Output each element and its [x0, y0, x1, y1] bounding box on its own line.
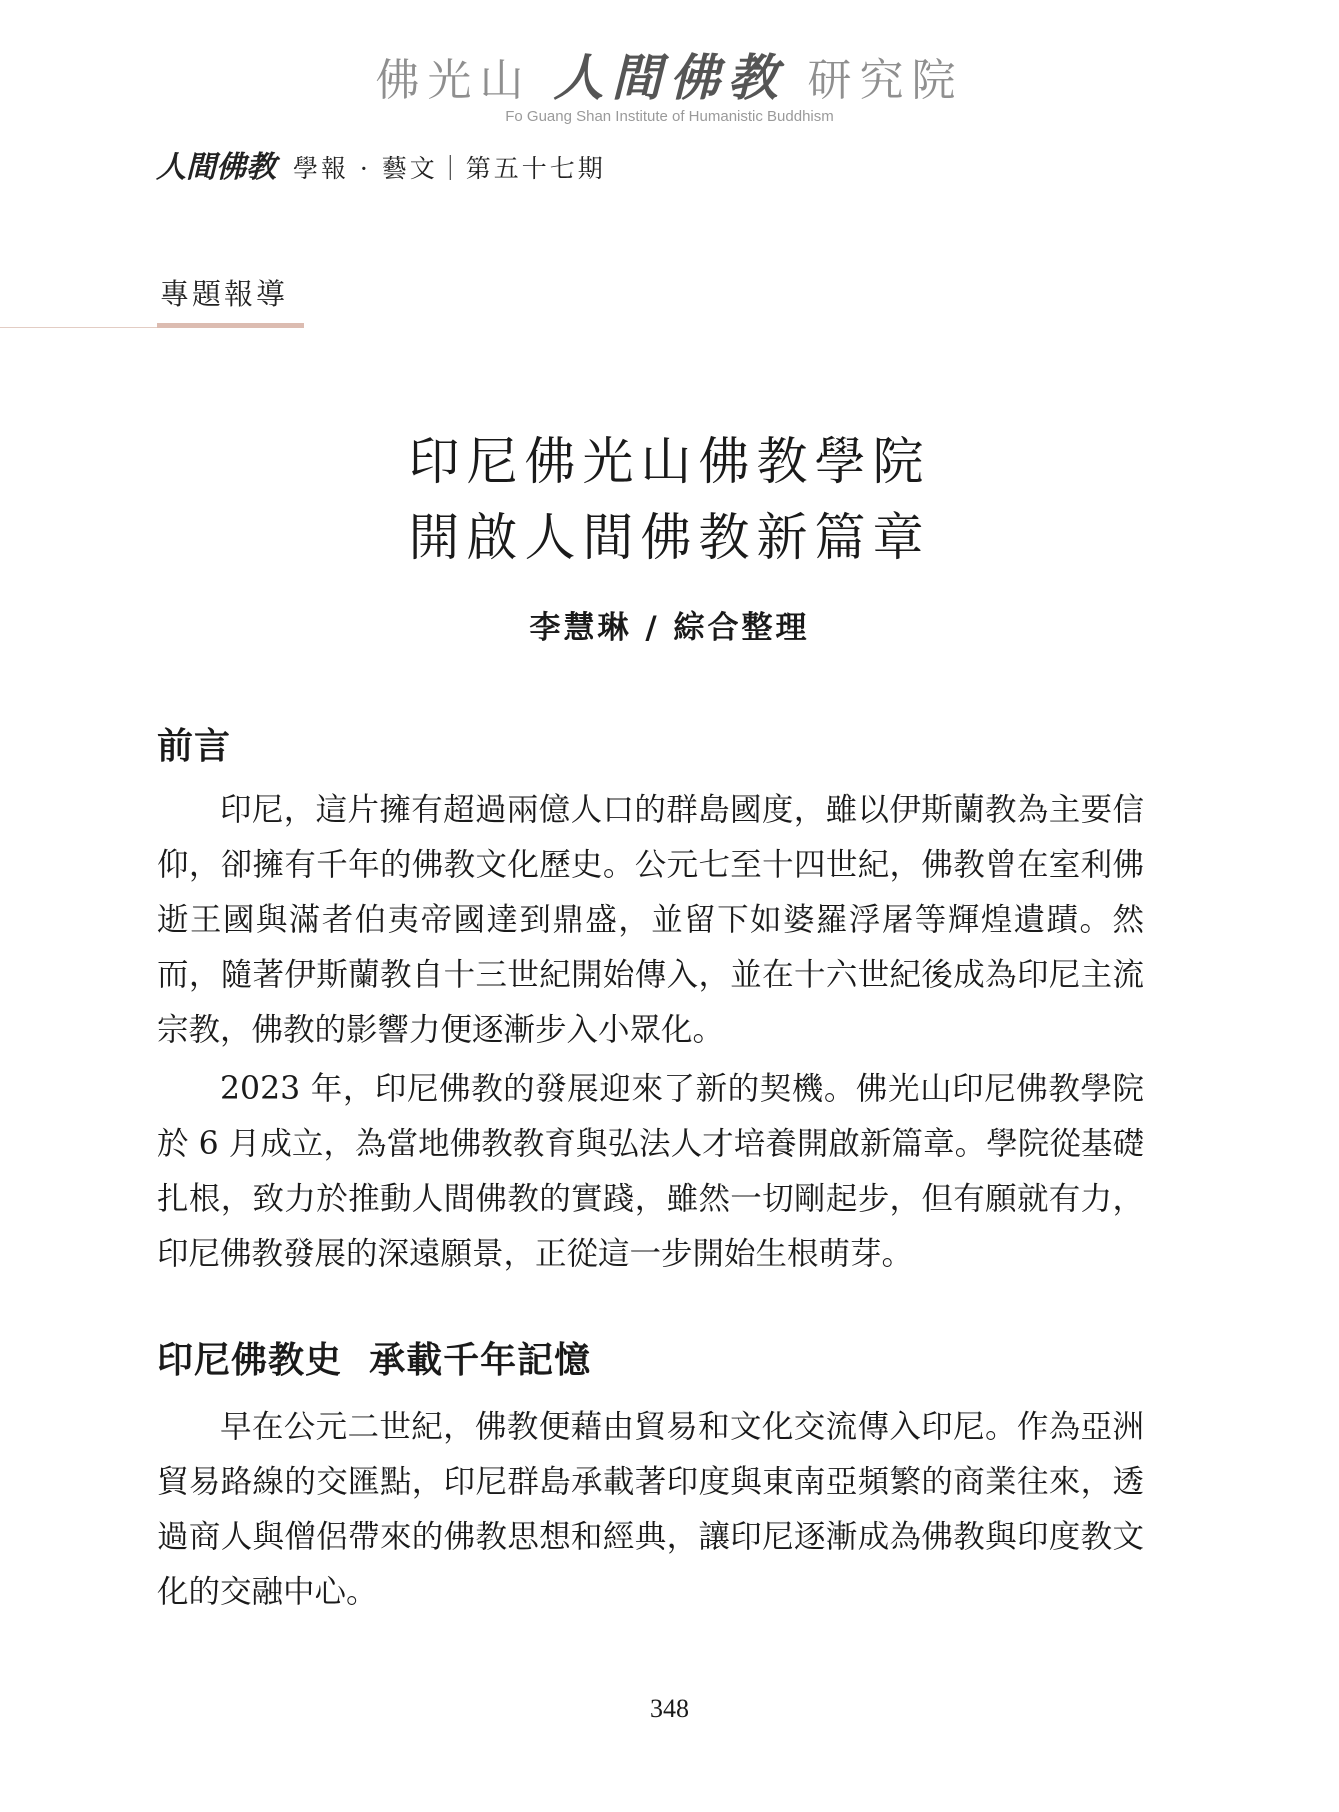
institute-name: [0, 38, 1339, 110]
institute-prefix: 佛光山: [375, 55, 532, 106]
article-title-line-1: 印尼佛光山佛教學院: [408, 433, 931, 492]
body-paragraph: 印尼，這片擁有超過兩億人口的群島國度，雖以伊斯蘭教為主要信仰，卻擁有千年的佛教文化歷史。公元七至十四世紀，佛教曾在室利佛逝王國與滿者伯夷帝國達到鼎盛，並留下如婆羅浮屠等輝煌遺蹟。然而，隨著伊斯蘭教自十三世紀開始傳入，並在十六世紀後成為印尼主流宗教，佛教的影響力便逐漸步入小眾化。: [157, 792, 1144, 1048]
body-paragraph: 2023 年，印尼佛教的發展迎來了新的契機。佛光山印尼佛教學院於 6 月成立，為當地佛教教育與弘法人才培養開啟新篇章。學院從基礎扎根，致力於推動人間佛教的實踐，雖然一切剛起步，但有願就有力，印尼佛教發展的深遠願景，正從這一步開始生根萌芽。: [157, 1071, 1144, 1272]
section-label: 專題報導: [160, 277, 289, 311]
institute-suffix: 研究院: [807, 55, 964, 106]
article-title-line-2: 開啟人間佛教新篇章: [408, 509, 931, 568]
institute-english-name: Fo Guang Shan Institute of Humanistic Buddhism: [505, 108, 834, 125]
journal-header: [156, 142, 606, 186]
journal-brand-logo: 人間佛教: [156, 150, 276, 185]
body-paragraph: 早在公元二世紀，佛教便藉由貿易和文化交流傳入印尼。作為亞洲貿易路線的交匯點，印尼群島承載著印度與東南亞頻繁的商業往來，透過商人與僧侶帶來的佛教思想和經典，讓印尼逐漸成為佛教與印度教文化的交融中心。: [157, 1409, 1144, 1610]
section-heading: 前言: [157, 725, 232, 767]
section-underline: [157, 323, 304, 328]
article-author: 李慧琳 / 綜合整理: [529, 610, 810, 646]
page-number: 348: [650, 1694, 689, 1723]
section-heading: 印尼佛教史 承載千年記憶: [157, 1339, 592, 1381]
institute-brand-logo: 人間佛教: [553, 48, 786, 107]
journal-issue-info: 學報 · 藝文｜第五十七期: [292, 154, 606, 183]
